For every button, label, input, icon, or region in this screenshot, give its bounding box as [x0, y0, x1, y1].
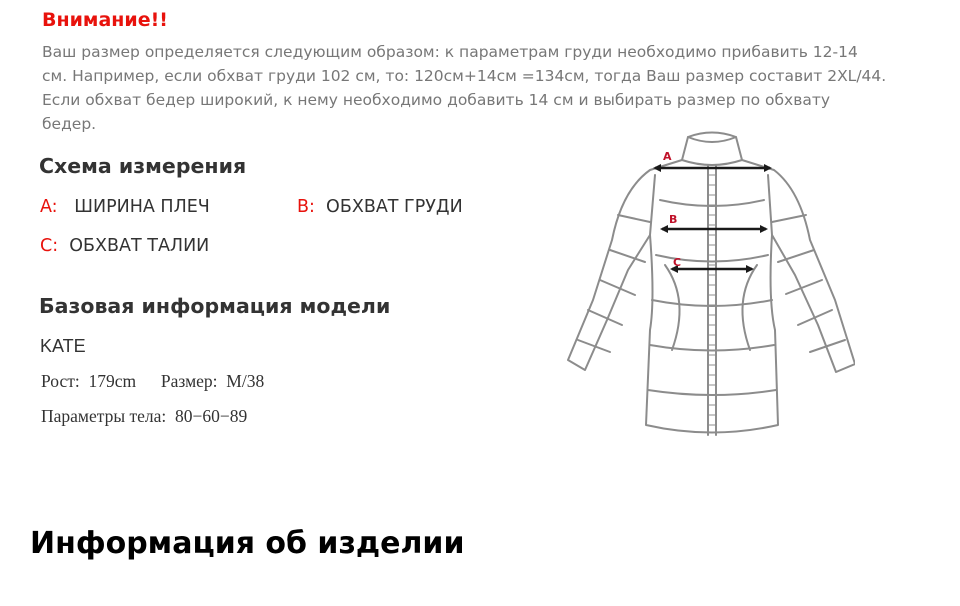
- marker-c: C: [673, 256, 682, 269]
- height-value: 179cm: [88, 371, 137, 391]
- height-label: Рост:: [41, 371, 80, 391]
- marker-a: A: [663, 150, 672, 163]
- measure-label: ОБХВАТ ТАЛИИ: [69, 236, 210, 256]
- model-params-row: [41, 406, 247, 427]
- params-label: Параметры тела:: [41, 406, 167, 426]
- measure-letter: C:: [40, 236, 59, 256]
- coat-outline: [568, 133, 855, 436]
- measure-letter: B:: [297, 197, 315, 217]
- measure-label: ШИРИНА ПЛЕЧ: [74, 197, 210, 217]
- warning-title: Внимание!!: [42, 9, 168, 31]
- warning-line: бедер.: [42, 115, 97, 133]
- measure-item-b: [297, 197, 463, 217]
- zipper-teeth: [708, 175, 716, 425]
- model-name: KATE: [40, 336, 86, 356]
- measure-letter: A:: [40, 197, 58, 217]
- measure-scheme-title: Схема измерения: [39, 154, 247, 178]
- model-height-size-row: [41, 371, 264, 392]
- size-label: Размер:: [160, 371, 218, 391]
- measure-item-c: [40, 236, 209, 256]
- warning-text: [42, 40, 942, 136]
- warning-line: Если обхват бедер широкий, к нему необходимо добавить 14 см и выбирать размер по обхвату: [42, 91, 831, 109]
- measure-label: ОБХВАТ ГРУДИ: [326, 197, 463, 217]
- model-info-title: Базовая информация модели: [39, 294, 391, 318]
- marker-b: B: [669, 213, 678, 226]
- product-info-title: Информация об изделии: [30, 526, 465, 561]
- size-value: M/38: [226, 371, 265, 391]
- params-value: 80−60−89: [175, 406, 248, 426]
- measure-item-a: [40, 197, 210, 217]
- warning-line: Ваш размер определяется следующим образом: к параметрам груди необходимо прибавить 12-14: [42, 43, 858, 61]
- warning-line: см. Например, если обхват груди 102 см, то: 120см+14см =134см, тогда Ваш размер составит 2XL/44.: [42, 67, 887, 85]
- coat-diagram: [555, 128, 855, 438]
